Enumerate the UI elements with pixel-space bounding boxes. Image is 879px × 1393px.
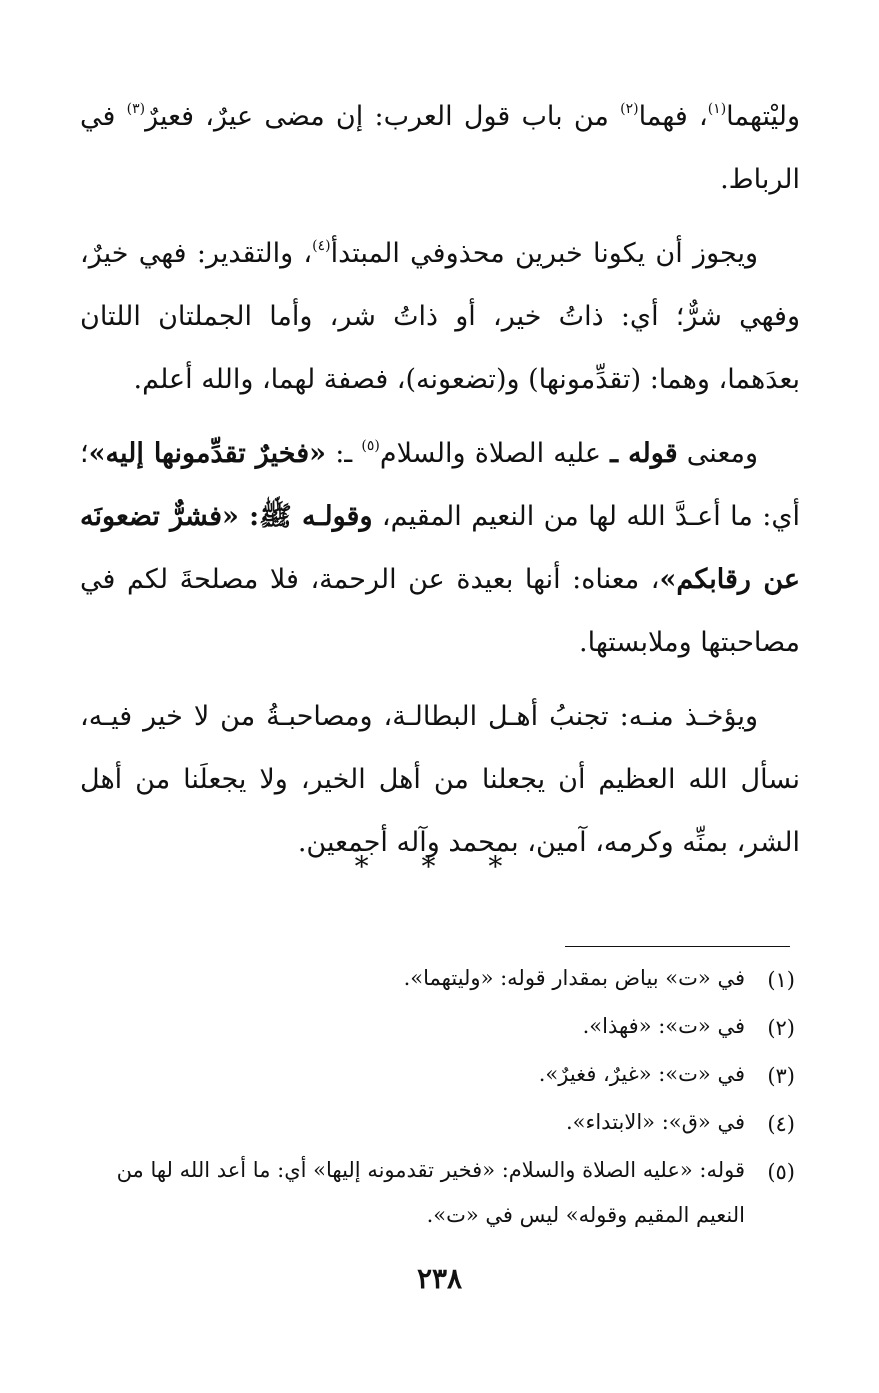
footnote-ref-5: (٥) <box>361 438 380 454</box>
p3-hadith-quote-1: «فخيرٌ تقدِّمونها إليه» <box>88 438 327 469</box>
p2-text-b: ، والتقدير: فهي خيرٌ، وفهي شرٌّ؛ أي: ذاتُ خير، أو ذاتُ شر، وأما الجملتان اللتان بعدَهما، وهما: (تقدِّمونها) و(تضعونه)، فصفة لهما، والله أعلم. <box>80 238 800 395</box>
footnote-text: في «ت»: «غيرٌ، فغيرٌ». <box>538 1062 745 1086</box>
p1-text-d: في الرباط. <box>80 101 800 195</box>
main-text <box>80 85 800 885</box>
p3-text-d: ـ: <box>326 438 362 469</box>
p1-text-b: ، فهما <box>638 101 708 132</box>
p3-hadith-quote-2: وقولـه ﷺ: «فشرٌّ تضعونَه عن رقابكم» <box>80 501 800 595</box>
footnote-ref-4: (٤) <box>312 238 331 254</box>
paragraph-3 <box>80 422 800 674</box>
p3-text-h: ، معناه: أنها بعيدة عن الرحمة، فلا مصلحةَ لكم في مصاحبتها وملابستها. <box>80 564 800 658</box>
p3-text-f: ؛ أي: ما أعـدَّ الله لها من النعيم المقيم، <box>80 438 800 532</box>
paragraph-2 <box>80 222 800 411</box>
footnotes <box>80 956 795 1238</box>
footnote-text: في «ت» بياض بمقدار قوله: «وليتهما». <box>403 966 745 990</box>
paragraph-1 <box>80 85 800 211</box>
footnote-number: (٢) <box>767 1016 795 1040</box>
footnote-number: (٥) <box>767 1160 795 1184</box>
p2-text-a: ويجوز أن يكونا خبرين محذوفي المبتدأ <box>330 238 758 269</box>
footnote-1 <box>80 956 795 1004</box>
footnote-text: قوله: «عليه الصلاة والسلام: «فخير تقدمونه إليها» أي: ما أعد الله لها من النعيم المقيم وقوله» ليس في «ت». <box>116 1158 745 1227</box>
footnote-ref-2: (٢) <box>620 101 639 117</box>
footnote-ref-1: (١) <box>707 101 727 117</box>
footnote-text: في «ت»: «فهذا». <box>582 1014 745 1038</box>
p1-text-a: وليْتهما <box>726 101 800 132</box>
footnote-number: (٣) <box>767 1064 795 1088</box>
p1-text-c: من باب قول العرب: إن مضى عيرٌ، فعيرٌ <box>145 101 621 132</box>
footnote-number: (٤) <box>767 1112 795 1136</box>
footnote-3 <box>80 1052 795 1100</box>
p3-text-c: عليه الصلاة والسلام <box>379 438 611 469</box>
section-separator: * * * <box>354 850 525 883</box>
footnote-divider <box>565 946 790 947</box>
footnote-number: (١) <box>767 968 795 992</box>
p3-text-a: ومعنى <box>677 438 758 469</box>
p4-text: ويؤخـذ منـه: تجنبُ أهـل البطالـة، ومصاحبـةُ من لا خير فيـه، نسأل الله العظيم أن يجعلنا من أهل الخير، ولا يجعلَنا من أهل الشر، بمنِّه وكرمه، آمين، بمحمد وآله أجمعين. <box>80 701 800 858</box>
footnote-text: في «ق»: «الابتداء». <box>565 1110 745 1134</box>
p3-bold-qawluhu: قوله ـ <box>610 438 678 469</box>
paragraph-4 <box>80 685 800 874</box>
footnote-ref-3: (٣) <box>126 101 146 117</box>
footnote-4 <box>80 1100 795 1148</box>
page-number: ٢٣٨ <box>416 1262 463 1295</box>
footnote-5 <box>80 1148 795 1238</box>
footnote-2 <box>80 1004 795 1052</box>
